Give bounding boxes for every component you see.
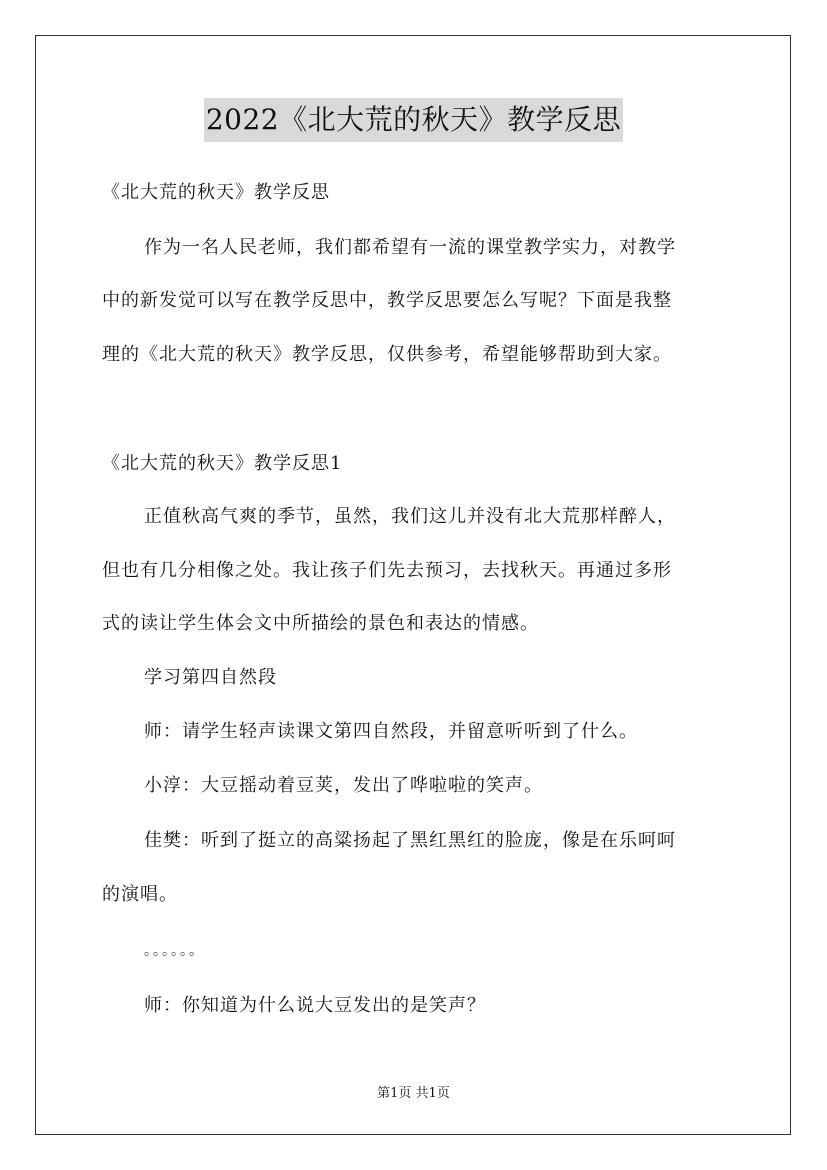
document-title: 2022《北大荒的秋天》教学反思 <box>204 98 623 142</box>
student-line-2b: 的演唱。 <box>102 884 178 905</box>
intro-line-2: 中的新发觉可以写在教学反思中，教学反思要怎么写呢？下面是我整 <box>102 290 672 311</box>
teacher-line-1: 师：请学生轻声读课文第四自然段，并留意听听到了什么。 <box>144 721 638 742</box>
teacher-line-2: 师：你知道为什么说大豆发出的是笑声？ <box>144 995 486 1016</box>
intro-line-3: 理的《北大荒的秋天》教学反思，仅供参考，希望能够帮助到大家。 <box>102 344 672 365</box>
ellipsis-line: 。。。。。。 <box>144 943 205 959</box>
student-line-2a: 佳樊：听到了挺立的高粱扬起了黑红黑红的脸庞，像是在乐呵呵 <box>144 830 676 851</box>
section-heading: 《北大荒的秋天》教学反思1 <box>102 453 343 474</box>
study-heading: 学习第四自然段 <box>144 667 277 688</box>
section-para-line-3: 式的读让学生体会文中所描绘的景色和表达的情感。 <box>102 613 539 634</box>
page-footer: 第1页 共1页 <box>377 1086 450 1101</box>
intro-line-1: 作为一名人民老师，我们都希望有一流的课堂教学实力，对教学 <box>144 237 676 258</box>
title-container <box>0 98 827 142</box>
student-line-1: 小淳：大豆摇动着豆荚，发出了哗啦啦的笑声。 <box>144 775 543 796</box>
section-para-line-1: 正值秋高气爽的季节，虽然，我们这儿并没有北大荒那样醉人， <box>144 506 676 527</box>
section-para-line-2: 但也有几分相像之处。我让孩子们先去预习，去找秋天。再通过多形 <box>102 560 672 581</box>
subtitle: 《北大荒的秋天》教学反思 <box>102 182 330 203</box>
